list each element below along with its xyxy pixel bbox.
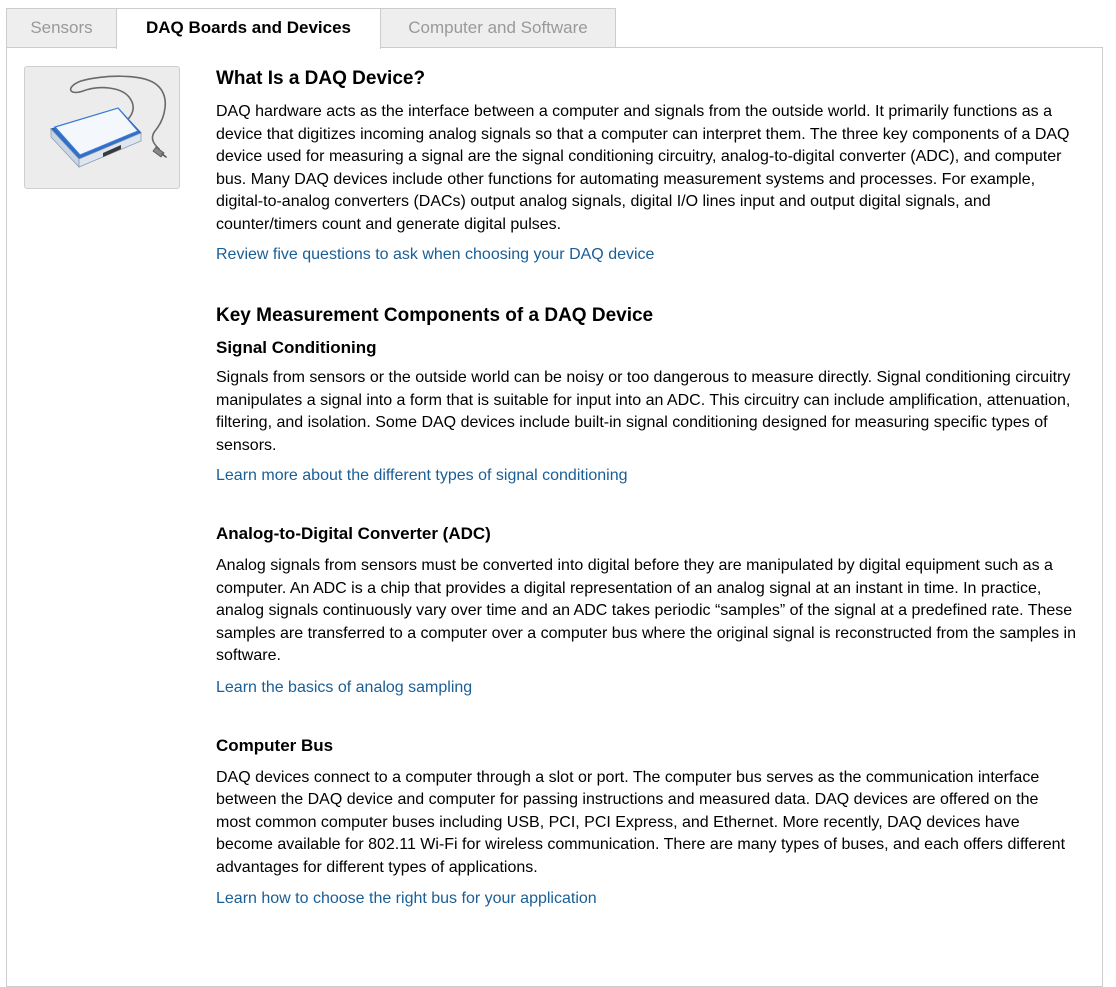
intro-link[interactable]: Review five questions to ask when choosing your DAQ device [216,246,655,263]
components-title: Key Measurement Components of a DAQ Device [216,305,654,326]
signal-conditioning-heading: Signal Conditioning [216,338,377,357]
computer-bus-body: DAQ devices connect to a computer through a slot or port. The computer bus serves as the communication interface between the DAQ device and computer for passing instructions and measured data. DAQ devices are offered on the most common computer buses including USB, PCI, PCI Express, and Ethernet. More recently, DAQ devices have become available for 802.11 Wi-Fi for wireless communication. There are many types of buses, and each offers different advantages for different types of applications. [216,768,1066,876]
tab-bar [6,8,616,48]
signal-conditioning-link[interactable]: Learn more about the different types of signal conditioning [216,467,628,484]
tab-sensors[interactable]: Sensors [6,8,117,48]
main-content [216,66,1076,910]
adc-heading: Analog-to-Digital Converter (ADC) [216,524,491,543]
tab-computer-and-software[interactable]: Computer and Software [380,8,616,48]
intro-body: DAQ hardware acts as the interface between a computer and signals from the outside world. It primarily functions as a device that digitizes incoming analog signals so that a computer can interpret them. The three key components of a DAQ device used for measuring a signal are the signal conditioning circuitry, analog-to-digital converter (ADC), and computer bus. Many DAQ devices include other functions for automating measurement systems and processes. For example, digital-to-analog converters (DACs) output analog signals, digital I/O lines input and output digital signals, and counter/timers count and generate digital pulses. [216,103,1070,233]
adc-link[interactable]: Learn the basics of analog sampling [216,678,473,696]
signal-conditioning-body: Signals from sensors or the outside world can be noisy or too dangerous to measure directly. Signal conditioning circuitry manipulates a signal into a form that is suitable for input into an ADC. This circuitry can include amplification, attenuation, filtering, and isolation. Some DAQ devices include built-in signal conditioning designed for measuring specific types of sensors. [216,369,1071,454]
tab-daq-boards-and-devices[interactable]: DAQ Boards and Devices [116,8,381,49]
daq-device-icon [25,67,179,188]
daq-device-thumbnail [24,66,180,189]
intro-title: What Is a DAQ Device? [216,68,426,89]
computer-bus-heading: Computer Bus [216,735,334,755]
computer-bus-link[interactable]: Learn how to choose the right bus for your application [216,890,597,907]
adc-body: Analog signals from sensors must be converted into digital before they are manipulated by digital equipment such as a computer. An ADC is a chip that provides a digital representation of an analog signal at an instant in time. In practice, analog signals continuously vary over time and an ADC takes periodic “samples” of the signal at a predefined rate. These samples are transferred to a computer over a computer bus where the original signal is reconstructed from the samples in software. [216,557,1076,664]
